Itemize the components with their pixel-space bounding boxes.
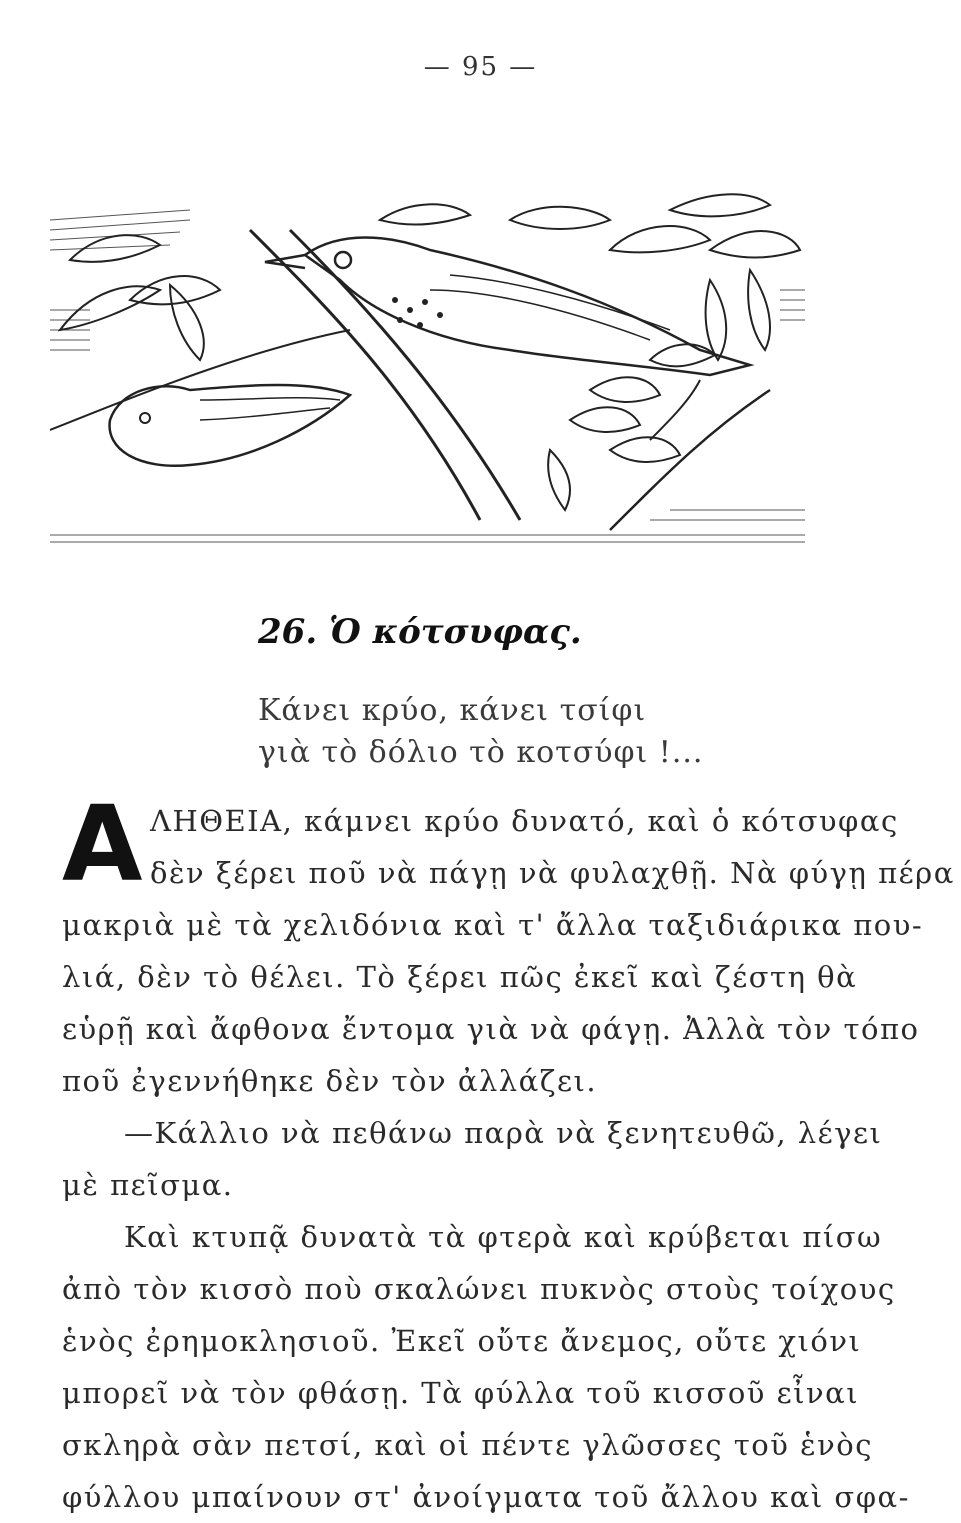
text-line: μπορεῖ νὰ τὸν φθάσῃ. Τὰ φύλλα τοῦ κισσοῦ εἶναι [62,1376,860,1410]
second-paragraph [62,1107,883,1211]
bird-illustration [50,190,805,550]
epigraph-line: γιὰ τὸ δόλιο τὸ κοτσύφι !... [258,735,704,770]
text-line: σκληρὰ σὰν πετσί, καὶ οἱ πέντε γλῶσσες τοῦ ἑνὸς [62,1428,874,1462]
text-line: ποῦ ἐγεννήθηκε δὲν τὸν ἀλλάζει. [62,1064,598,1098]
body-text [62,783,955,1523]
text-line: ἑνὸς ἐρημοκλησιοῦ. Ἐκεῖ οὔτε ἄνεμος, οὔτε χιόνι [62,1324,862,1358]
text-line: εὑρῇ καὶ ἄφθονα ἔντομα γιὰ νὰ φάγῃ. Ἀλλὰ τὸν τόπο [62,1012,920,1046]
epigraph-line: Κάνει κρύο, κάνει τσίφι [258,693,647,728]
text-line: μὲ πεῖσμα. [62,1168,234,1202]
text-line: ΛΗΘΕΙΑ, κάμνει κρύο δυνατό, καὶ ὁ κότσυφας [150,804,899,838]
text-line: —Κάλλιο νὰ πεθάνω παρὰ νὰ ξενητευθῶ, λέγει [124,1116,883,1150]
epigraph [258,690,703,774]
page-number: — 95 — [423,52,538,82]
drop-cap: Α [62,783,144,905]
text-line: φύλλου μπαίνουν στ' ἀνοίγματα τοῦ ἄλλου καὶ σφα- [62,1480,910,1514]
text-line: μακριὰ μὲ τὰ χελιδόνια καὶ τ' ἄλλα ταξιδιάρικα που- [62,908,924,942]
third-paragraph [62,1211,910,1523]
text-line: Καὶ κτυπᾷ δυνατὰ τὰ φτερὰ καὶ κρύβεται πίσω [124,1220,883,1254]
text-line: λιά, δὲν τὸ θέλει. Τὸ ξέρει πῶς ἐκεῖ καὶ ζέστη θὰ [62,960,858,994]
text-line: δὲν ξέρει ποῦ νὰ πάγῃ νὰ φυλαχθῇ. Νὰ φύγῃ πέρα [150,856,955,890]
text-line: ἀπὸ τὸν κισσὸ ποὺ σκαλώνει πυκνὸς στοὺς τοίχους [62,1272,896,1306]
first-paragraph [62,783,955,1107]
chapter-title: 26. Ὁ κότσυφας. [258,612,582,652]
